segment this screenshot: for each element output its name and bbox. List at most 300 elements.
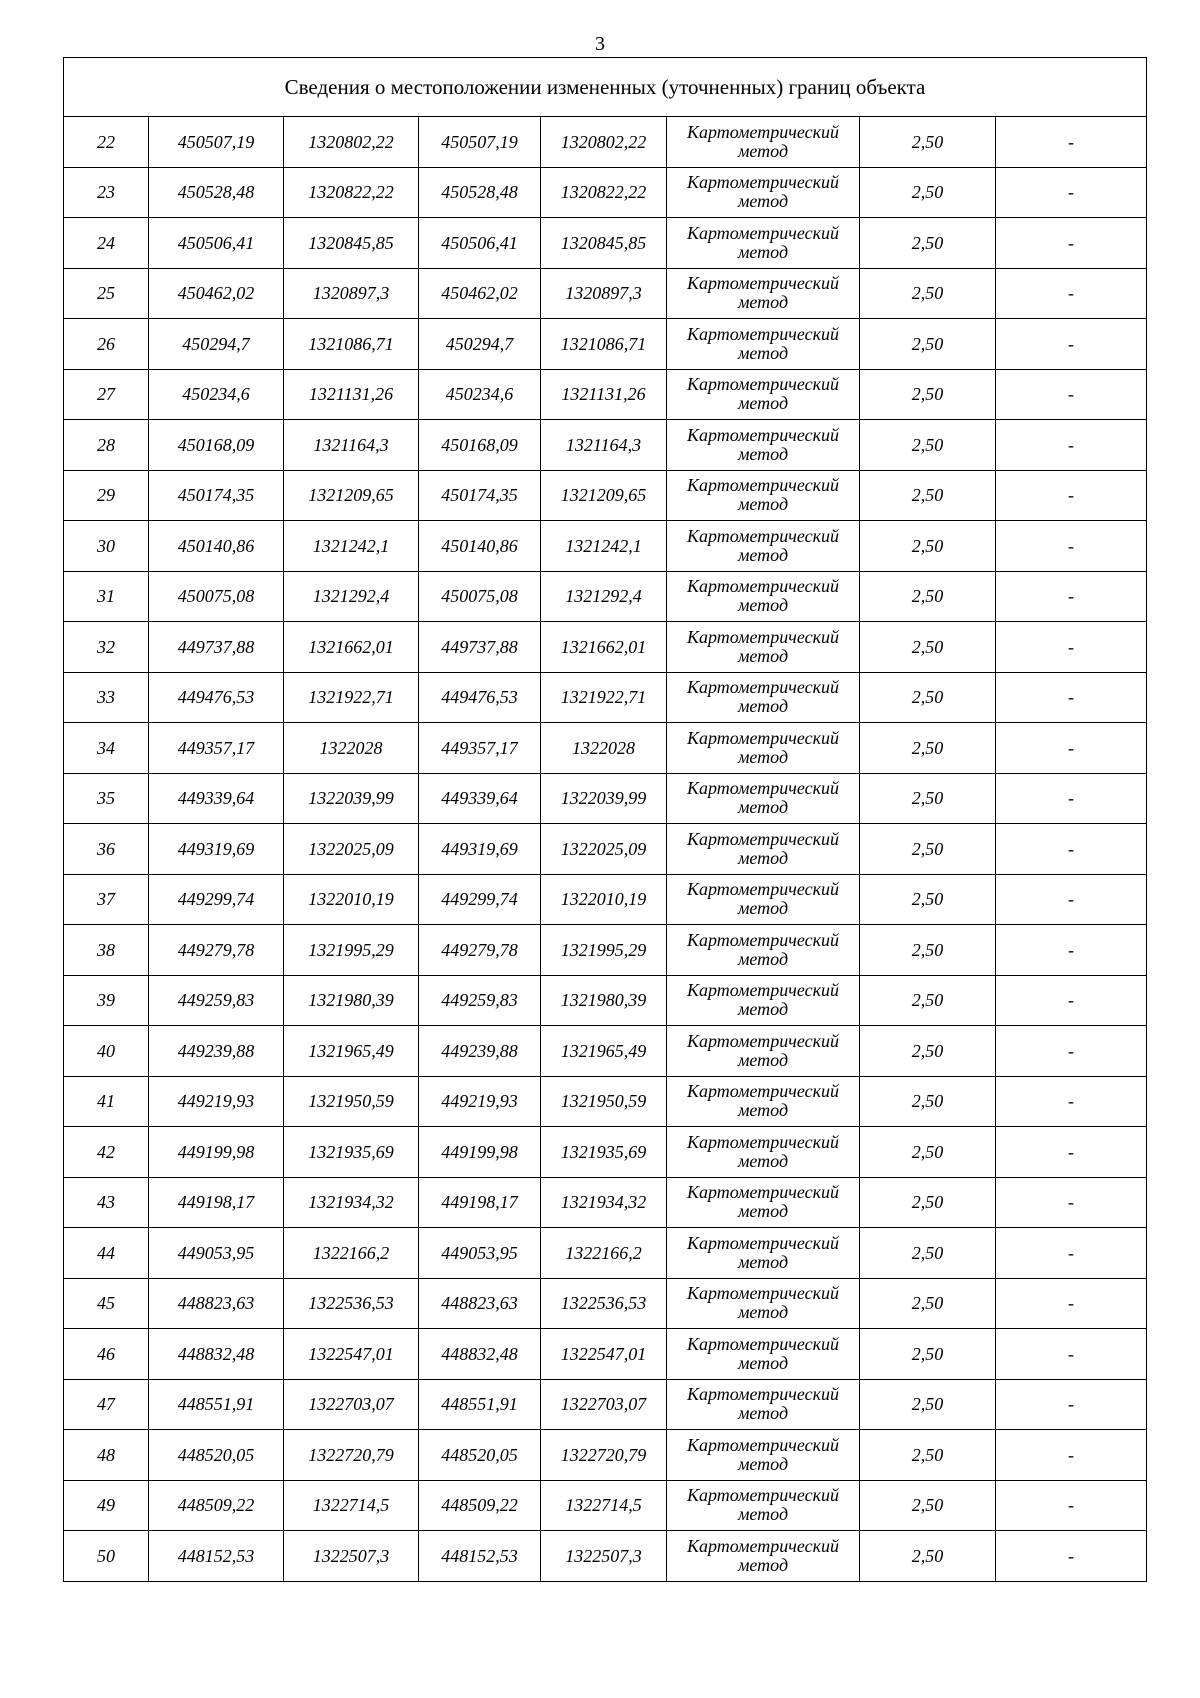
refined-y-cell: 1320845,85 bbox=[541, 218, 667, 269]
table-row bbox=[64, 369, 1147, 420]
existing-y-cell: 1322010,19 bbox=[284, 874, 419, 925]
existing-y-cell: 1321935,69 bbox=[284, 1127, 419, 1178]
point-number-cell: 45 bbox=[64, 1278, 149, 1329]
point-number-cell: 44 bbox=[64, 1228, 149, 1279]
method-line: Картометрический bbox=[686, 475, 839, 496]
point-number-cell: 31 bbox=[64, 571, 149, 622]
refined-x-cell: 450075,08 bbox=[419, 571, 541, 622]
point-number-cell: 23 bbox=[64, 167, 149, 218]
existing-y-cell: 1321662,01 bbox=[284, 622, 419, 673]
existing-y-cell: 1322547,01 bbox=[284, 1329, 419, 1380]
accuracy-cell: 2,50 bbox=[860, 1379, 996, 1430]
existing-x-cell: 450294,7 bbox=[149, 319, 284, 370]
existing-y-cell: 1322039,99 bbox=[284, 773, 419, 824]
refined-x-cell: 448152,53 bbox=[419, 1531, 541, 1582]
method-line: Картометрический bbox=[686, 929, 839, 950]
method-line: Картометрический bbox=[686, 172, 839, 193]
note-cell: - bbox=[996, 1076, 1147, 1127]
method-cell bbox=[667, 1127, 860, 1178]
refined-y-cell: 1321934,32 bbox=[541, 1177, 667, 1228]
refined-x-cell: 450294,7 bbox=[419, 319, 541, 370]
table-row bbox=[64, 167, 1147, 218]
method-line: метод bbox=[737, 191, 789, 212]
method-line: Картометрический bbox=[686, 1535, 839, 1556]
table-title-row bbox=[64, 58, 1147, 117]
method-line: метод bbox=[737, 342, 789, 363]
refined-y-cell: 1322547,01 bbox=[541, 1329, 667, 1380]
method-line: метод bbox=[737, 1302, 789, 1323]
refined-x-cell: 450168,09 bbox=[419, 420, 541, 471]
refined-y-cell: 1322025,09 bbox=[541, 824, 667, 875]
existing-x-cell: 450140,86 bbox=[149, 521, 284, 572]
accuracy-cell: 2,50 bbox=[860, 571, 996, 622]
method-line: метод bbox=[737, 1403, 789, 1424]
method-line: Картометрический bbox=[686, 828, 839, 849]
method-cell bbox=[667, 874, 860, 925]
existing-y-cell: 1322703,07 bbox=[284, 1379, 419, 1430]
refined-x-cell: 449319,69 bbox=[419, 824, 541, 875]
note-cell: - bbox=[996, 1127, 1147, 1178]
existing-y-cell: 1322507,3 bbox=[284, 1531, 419, 1582]
point-number-cell: 49 bbox=[64, 1480, 149, 1531]
refined-x-cell: 449357,17 bbox=[419, 723, 541, 774]
point-number-cell: 33 bbox=[64, 672, 149, 723]
accuracy-cell: 2,50 bbox=[860, 369, 996, 420]
method-line: метод bbox=[737, 746, 789, 767]
refined-y-cell: 1321242,1 bbox=[541, 521, 667, 572]
table-row bbox=[64, 672, 1147, 723]
method-line: Картометрический bbox=[686, 273, 839, 294]
method-line: Картометрический bbox=[686, 727, 839, 748]
refined-y-cell: 1320897,3 bbox=[541, 268, 667, 319]
table-row bbox=[64, 1531, 1147, 1582]
method-line: метод bbox=[737, 1352, 789, 1373]
refined-x-cell: 448823,63 bbox=[419, 1278, 541, 1329]
existing-y-cell: 1322536,53 bbox=[284, 1278, 419, 1329]
method-cell bbox=[667, 319, 860, 370]
accuracy-cell: 2,50 bbox=[860, 773, 996, 824]
existing-y-cell: 1321995,29 bbox=[284, 925, 419, 976]
method-line: метод bbox=[737, 595, 789, 616]
accuracy-cell: 2,50 bbox=[860, 521, 996, 572]
existing-x-cell: 449476,53 bbox=[149, 672, 284, 723]
existing-x-cell: 448832,48 bbox=[149, 1329, 284, 1380]
point-number-cell: 34 bbox=[64, 723, 149, 774]
method-cell bbox=[667, 773, 860, 824]
method-cell bbox=[667, 1379, 860, 1430]
accuracy-cell: 2,50 bbox=[860, 824, 996, 875]
note-cell: - bbox=[996, 1278, 1147, 1329]
table-row bbox=[64, 1076, 1147, 1127]
refined-y-cell: 1322166,2 bbox=[541, 1228, 667, 1279]
method-cell bbox=[667, 218, 860, 269]
refined-y-cell: 1321965,49 bbox=[541, 1026, 667, 1077]
method-cell bbox=[667, 672, 860, 723]
table-row bbox=[64, 773, 1147, 824]
existing-y-cell: 1322166,2 bbox=[284, 1228, 419, 1279]
table-row bbox=[64, 1430, 1147, 1481]
table-row bbox=[64, 319, 1147, 370]
existing-x-cell: 449339,64 bbox=[149, 773, 284, 824]
refined-y-cell: 1322703,07 bbox=[541, 1379, 667, 1430]
note-cell: - bbox=[996, 167, 1147, 218]
note-cell: - bbox=[996, 1329, 1147, 1380]
existing-y-cell: 1321242,1 bbox=[284, 521, 419, 572]
method-cell bbox=[667, 622, 860, 673]
refined-y-cell: 1321995,29 bbox=[541, 925, 667, 976]
note-cell: - bbox=[996, 1531, 1147, 1582]
accuracy-cell: 2,50 bbox=[860, 975, 996, 1026]
existing-x-cell: 449319,69 bbox=[149, 824, 284, 875]
method-line: Картометрический bbox=[686, 1030, 839, 1051]
method-cell bbox=[667, 1329, 860, 1380]
table-row bbox=[64, 874, 1147, 925]
method-line: Картометрический bbox=[686, 980, 839, 1001]
method-cell bbox=[667, 1531, 860, 1582]
point-number-cell: 41 bbox=[64, 1076, 149, 1127]
table-row bbox=[64, 420, 1147, 471]
accuracy-cell: 2,50 bbox=[860, 723, 996, 774]
point-number-cell: 40 bbox=[64, 1026, 149, 1077]
refined-y-cell: 1322714,5 bbox=[541, 1480, 667, 1531]
point-number-cell: 42 bbox=[64, 1127, 149, 1178]
existing-y-cell: 1320802,22 bbox=[284, 117, 419, 168]
accuracy-cell: 2,50 bbox=[860, 925, 996, 976]
point-number-cell: 38 bbox=[64, 925, 149, 976]
refined-x-cell: 450140,86 bbox=[419, 521, 541, 572]
refined-x-cell: 449239,88 bbox=[419, 1026, 541, 1077]
method-line: Картометрический bbox=[686, 424, 839, 445]
existing-y-cell: 1321980,39 bbox=[284, 975, 419, 1026]
accuracy-cell: 2,50 bbox=[860, 1278, 996, 1329]
note-cell: - bbox=[996, 420, 1147, 471]
refined-y-cell: 1322028 bbox=[541, 723, 667, 774]
refined-y-cell: 1321935,69 bbox=[541, 1127, 667, 1178]
method-line: Картометрический bbox=[686, 1182, 839, 1203]
method-line: метод bbox=[737, 544, 789, 565]
method-line: метод bbox=[737, 1453, 789, 1474]
method-cell bbox=[667, 1076, 860, 1127]
refined-x-cell: 449299,74 bbox=[419, 874, 541, 925]
accuracy-cell: 2,50 bbox=[860, 218, 996, 269]
method-line: метод bbox=[737, 1251, 789, 1272]
point-number-cell: 35 bbox=[64, 773, 149, 824]
method-line: метод bbox=[737, 1504, 789, 1525]
method-line: Картометрический bbox=[686, 323, 839, 344]
note-cell: - bbox=[996, 1480, 1147, 1531]
note-cell: - bbox=[996, 571, 1147, 622]
method-cell bbox=[667, 925, 860, 976]
point-number-cell: 48 bbox=[64, 1430, 149, 1481]
method-cell bbox=[667, 1228, 860, 1279]
refined-x-cell: 448509,22 bbox=[419, 1480, 541, 1531]
refined-y-cell: 1322507,3 bbox=[541, 1531, 667, 1582]
method-line: Картометрический bbox=[686, 1434, 839, 1455]
table-row bbox=[64, 218, 1147, 269]
point-number-cell: 32 bbox=[64, 622, 149, 673]
refined-y-cell: 1321662,01 bbox=[541, 622, 667, 673]
accuracy-cell: 2,50 bbox=[860, 1430, 996, 1481]
existing-x-cell: 449198,17 bbox=[149, 1177, 284, 1228]
method-line: метод bbox=[737, 847, 789, 868]
refined-y-cell: 1321950,59 bbox=[541, 1076, 667, 1127]
accuracy-cell: 2,50 bbox=[860, 167, 996, 218]
table-row bbox=[64, 1329, 1147, 1380]
note-cell: - bbox=[996, 319, 1147, 370]
accuracy-cell: 2,50 bbox=[860, 1228, 996, 1279]
note-cell: - bbox=[996, 369, 1147, 420]
refined-x-cell: 448520,05 bbox=[419, 1430, 541, 1481]
method-line: метод bbox=[737, 494, 789, 515]
accuracy-cell: 2,50 bbox=[860, 1177, 996, 1228]
existing-y-cell: 1322025,09 bbox=[284, 824, 419, 875]
refined-x-cell: 450506,41 bbox=[419, 218, 541, 269]
note-cell: - bbox=[996, 1379, 1147, 1430]
refined-y-cell: 1322039,99 bbox=[541, 773, 667, 824]
table-row bbox=[64, 622, 1147, 673]
existing-x-cell: 449219,93 bbox=[149, 1076, 284, 1127]
point-number-cell: 29 bbox=[64, 470, 149, 521]
existing-x-cell: 449737,88 bbox=[149, 622, 284, 673]
existing-y-cell: 1320845,85 bbox=[284, 218, 419, 269]
method-cell bbox=[667, 975, 860, 1026]
method-line: метод bbox=[737, 696, 789, 717]
refined-x-cell: 449259,83 bbox=[419, 975, 541, 1026]
existing-y-cell: 1321965,49 bbox=[284, 1026, 419, 1077]
refined-y-cell: 1322720,79 bbox=[541, 1430, 667, 1481]
table-row bbox=[64, 117, 1147, 168]
refined-y-cell: 1322010,19 bbox=[541, 874, 667, 925]
method-line: метод bbox=[737, 292, 789, 313]
existing-x-cell: 449239,88 bbox=[149, 1026, 284, 1077]
method-line: метод bbox=[737, 1100, 789, 1121]
existing-y-cell: 1321922,71 bbox=[284, 672, 419, 723]
existing-x-cell: 449199,98 bbox=[149, 1127, 284, 1178]
method-line: Картометрический bbox=[686, 1283, 839, 1304]
point-number-cell: 24 bbox=[64, 218, 149, 269]
method-cell bbox=[667, 470, 860, 521]
table-row bbox=[64, 521, 1147, 572]
refined-y-cell: 1321922,71 bbox=[541, 672, 667, 723]
method-cell bbox=[667, 723, 860, 774]
existing-y-cell: 1321292,4 bbox=[284, 571, 419, 622]
refined-y-cell: 1320802,22 bbox=[541, 117, 667, 168]
method-line: Картометрический bbox=[686, 1333, 839, 1354]
point-number-cell: 37 bbox=[64, 874, 149, 925]
point-number-cell: 27 bbox=[64, 369, 149, 420]
table-row bbox=[64, 268, 1147, 319]
method-line: метод bbox=[737, 1554, 789, 1575]
note-cell: - bbox=[996, 925, 1147, 976]
existing-y-cell: 1320822,22 bbox=[284, 167, 419, 218]
method-line: метод bbox=[737, 241, 789, 262]
table-row bbox=[64, 1177, 1147, 1228]
refined-y-cell: 1322536,53 bbox=[541, 1278, 667, 1329]
method-line: метод bbox=[737, 999, 789, 1020]
method-line: метод bbox=[737, 948, 789, 969]
method-line: метод bbox=[737, 645, 789, 666]
refined-x-cell: 450234,6 bbox=[419, 369, 541, 420]
method-cell bbox=[667, 117, 860, 168]
table-row bbox=[64, 1278, 1147, 1329]
method-cell bbox=[667, 521, 860, 572]
existing-y-cell: 1321164,3 bbox=[284, 420, 419, 471]
refined-y-cell: 1321164,3 bbox=[541, 420, 667, 471]
refined-x-cell: 449219,93 bbox=[419, 1076, 541, 1127]
method-line: Картометрический bbox=[686, 879, 839, 900]
note-cell: - bbox=[996, 975, 1147, 1026]
refined-x-cell: 450528,48 bbox=[419, 167, 541, 218]
refined-y-cell: 1321209,65 bbox=[541, 470, 667, 521]
existing-y-cell: 1321209,65 bbox=[284, 470, 419, 521]
existing-y-cell: 1321934,32 bbox=[284, 1177, 419, 1228]
note-cell: - bbox=[996, 218, 1147, 269]
note-cell: - bbox=[996, 824, 1147, 875]
existing-x-cell: 448551,91 bbox=[149, 1379, 284, 1430]
existing-y-cell: 1322028 bbox=[284, 723, 419, 774]
accuracy-cell: 2,50 bbox=[860, 1076, 996, 1127]
page-number: 3 bbox=[595, 33, 605, 55]
note-cell: - bbox=[996, 1177, 1147, 1228]
existing-x-cell: 450234,6 bbox=[149, 369, 284, 420]
note-cell: - bbox=[996, 874, 1147, 925]
accuracy-cell: 2,50 bbox=[860, 1329, 996, 1380]
existing-x-cell: 449053,95 bbox=[149, 1228, 284, 1279]
existing-x-cell: 450174,35 bbox=[149, 470, 284, 521]
method-line: Картометрический bbox=[686, 626, 839, 647]
note-cell: - bbox=[996, 1026, 1147, 1077]
existing-x-cell: 449357,17 bbox=[149, 723, 284, 774]
method-line: Картометрический bbox=[686, 1232, 839, 1253]
method-cell bbox=[667, 1480, 860, 1531]
existing-x-cell: 450507,19 bbox=[149, 117, 284, 168]
existing-x-cell: 449259,83 bbox=[149, 975, 284, 1026]
existing-y-cell: 1322720,79 bbox=[284, 1430, 419, 1481]
table-row bbox=[64, 925, 1147, 976]
refined-x-cell: 449199,98 bbox=[419, 1127, 541, 1178]
refined-x-cell: 448832,48 bbox=[419, 1329, 541, 1380]
existing-y-cell: 1322714,5 bbox=[284, 1480, 419, 1531]
accuracy-cell: 2,50 bbox=[860, 117, 996, 168]
note-cell: - bbox=[996, 268, 1147, 319]
point-number-cell: 30 bbox=[64, 521, 149, 572]
existing-x-cell: 450462,02 bbox=[149, 268, 284, 319]
point-number-cell: 50 bbox=[64, 1531, 149, 1582]
method-cell bbox=[667, 571, 860, 622]
refined-x-cell: 450462,02 bbox=[419, 268, 541, 319]
table-row bbox=[64, 723, 1147, 774]
note-cell: - bbox=[996, 470, 1147, 521]
note-cell: - bbox=[996, 1430, 1147, 1481]
point-number-cell: 47 bbox=[64, 1379, 149, 1430]
existing-y-cell: 1321086,71 bbox=[284, 319, 419, 370]
point-number-cell: 39 bbox=[64, 975, 149, 1026]
method-line: Картометрический bbox=[686, 121, 839, 142]
existing-x-cell: 448823,63 bbox=[149, 1278, 284, 1329]
existing-x-cell: 449299,74 bbox=[149, 874, 284, 925]
table-row bbox=[64, 1127, 1147, 1178]
accuracy-cell: 2,50 bbox=[860, 470, 996, 521]
existing-y-cell: 1321950,59 bbox=[284, 1076, 419, 1127]
note-cell: - bbox=[996, 117, 1147, 168]
note-cell: - bbox=[996, 672, 1147, 723]
method-line: метод bbox=[737, 140, 789, 161]
refined-y-cell: 1321292,4 bbox=[541, 571, 667, 622]
method-line: метод bbox=[737, 797, 789, 818]
refined-y-cell: 1320822,22 bbox=[541, 167, 667, 218]
method-line: метод bbox=[737, 898, 789, 919]
method-line: Картометрический bbox=[686, 374, 839, 395]
table-row bbox=[64, 1379, 1147, 1430]
existing-y-cell: 1321131,26 bbox=[284, 369, 419, 420]
method-cell bbox=[667, 420, 860, 471]
point-number-cell: 46 bbox=[64, 1329, 149, 1380]
accuracy-cell: 2,50 bbox=[860, 672, 996, 723]
method-line: Картометрический bbox=[686, 1384, 839, 1405]
accuracy-cell: 2,50 bbox=[860, 622, 996, 673]
accuracy-cell: 2,50 bbox=[860, 1480, 996, 1531]
point-number-cell: 25 bbox=[64, 268, 149, 319]
method-line: метод bbox=[737, 443, 789, 464]
accuracy-cell: 2,50 bbox=[860, 1531, 996, 1582]
refined-x-cell: 449737,88 bbox=[419, 622, 541, 673]
refined-y-cell: 1321131,26 bbox=[541, 369, 667, 420]
method-line: метод bbox=[737, 1150, 789, 1171]
existing-x-cell: 449279,78 bbox=[149, 925, 284, 976]
existing-x-cell: 450075,08 bbox=[149, 571, 284, 622]
existing-x-cell: 448509,22 bbox=[149, 1480, 284, 1531]
table-row bbox=[64, 1228, 1147, 1279]
method-line: Картометрический bbox=[686, 1131, 839, 1152]
note-cell: - bbox=[996, 723, 1147, 774]
accuracy-cell: 2,50 bbox=[860, 1026, 996, 1077]
method-cell bbox=[667, 167, 860, 218]
refined-x-cell: 450174,35 bbox=[419, 470, 541, 521]
point-number-cell: 26 bbox=[64, 319, 149, 370]
method-line: Картометрический bbox=[686, 778, 839, 799]
existing-x-cell: 450506,41 bbox=[149, 218, 284, 269]
note-cell: - bbox=[996, 773, 1147, 824]
table-row bbox=[64, 975, 1147, 1026]
existing-x-cell: 448520,05 bbox=[149, 1430, 284, 1481]
note-cell: - bbox=[996, 521, 1147, 572]
method-line: метод bbox=[737, 1201, 789, 1222]
method-cell bbox=[667, 1177, 860, 1228]
existing-x-cell: 450528,48 bbox=[149, 167, 284, 218]
method-cell bbox=[667, 1026, 860, 1077]
table-title: Сведения о местоположении измененных (уточненных) границ объекта bbox=[64, 58, 1147, 117]
method-line: Картометрический bbox=[686, 525, 839, 546]
note-cell: - bbox=[996, 1228, 1147, 1279]
note-cell: - bbox=[996, 622, 1147, 673]
method-cell bbox=[667, 369, 860, 420]
accuracy-cell: 2,50 bbox=[860, 319, 996, 370]
method-cell bbox=[667, 824, 860, 875]
existing-x-cell: 448152,53 bbox=[149, 1531, 284, 1582]
method-cell bbox=[667, 1278, 860, 1329]
table-row bbox=[64, 470, 1147, 521]
refined-x-cell: 450507,19 bbox=[419, 117, 541, 168]
table-row bbox=[64, 1026, 1147, 1077]
accuracy-cell: 2,50 bbox=[860, 268, 996, 319]
point-number-cell: 43 bbox=[64, 1177, 149, 1228]
refined-y-cell: 1321980,39 bbox=[541, 975, 667, 1026]
refined-x-cell: 449198,17 bbox=[419, 1177, 541, 1228]
method-cell bbox=[667, 268, 860, 319]
point-number-cell: 28 bbox=[64, 420, 149, 471]
refined-x-cell: 448551,91 bbox=[419, 1379, 541, 1430]
accuracy-cell: 2,50 bbox=[860, 874, 996, 925]
